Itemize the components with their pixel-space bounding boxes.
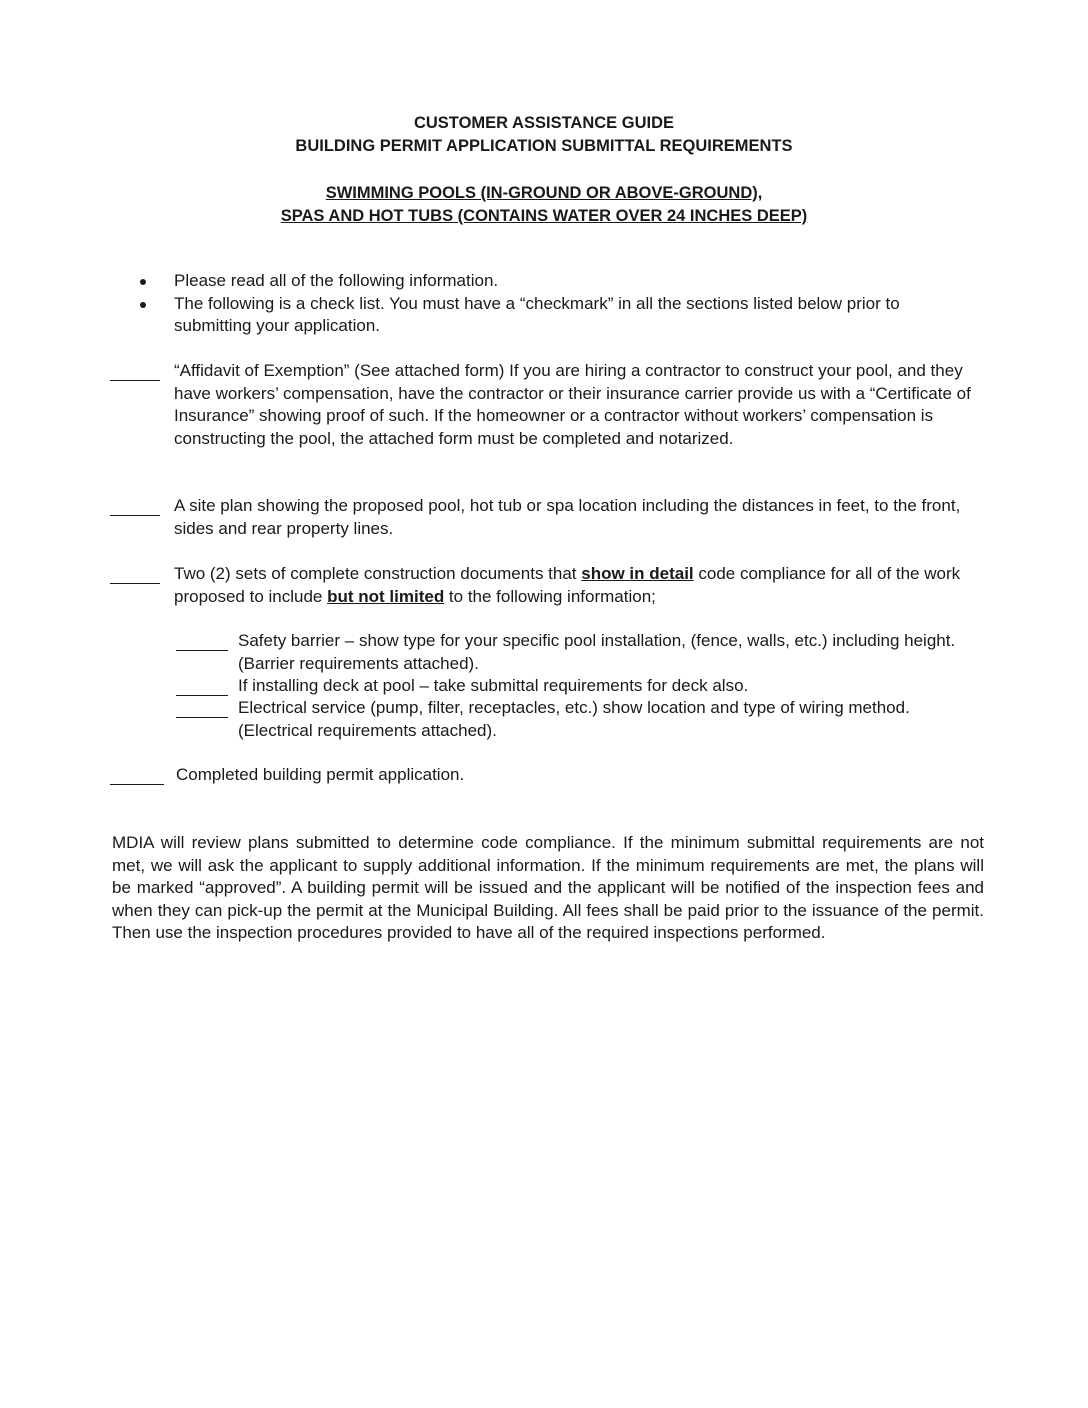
checklist-text: A site plan showing the proposed pool, hot tub or spa location including the distances in feet, to the front, sides and rear property lines. — [174, 496, 961, 538]
checklist-text — [174, 563, 986, 608]
sub-item-text: If installing deck at pool – take submittal requirements for deck also. — [238, 676, 749, 695]
checkmark-blank[interactable] — [110, 380, 160, 381]
documents-text-part3: to the following information; — [444, 586, 656, 606]
checkmark-blank[interactable] — [110, 583, 160, 584]
documents-text-part2: code compliance for all of the work proposed to include — [174, 564, 961, 606]
checklist-text: Completed building permit application. — [176, 765, 465, 784]
instruction-item — [140, 293, 980, 338]
checkmark-blank[interactable] — [176, 650, 228, 651]
bullet-icon — [140, 279, 146, 285]
guide-title: CUSTOMER ASSISTANCE GUIDE — [413, 114, 675, 132]
section-title-line1: SWIMMING POOLS (IN-GROUND OR ABOVE-GROUND), — [325, 184, 763, 202]
emphasis-but-not-limited: but not limited — [327, 586, 445, 606]
instruction-text: The following is a check list. You must have a “checkmark” in all the sections listed below prior to submitting your application. — [174, 293, 900, 335]
sub-item-text: Safety barrier – show type for your specific pool installation, (fence, walls, etc.) including height. (Barrier requirements attached). — [238, 631, 956, 673]
checkmark-blank[interactable] — [176, 695, 228, 696]
section-title-line2: SPAS AND HOT TUBS (CONTAINS WATER OVER 24 INCHES DEEP) — [280, 207, 808, 225]
documents-text-part1: Two (2) sets of complete construction documents that — [174, 564, 582, 583]
instruction-text: Please read all of the following information. — [174, 271, 499, 290]
checkmark-blank[interactable] — [176, 717, 228, 718]
closing-paragraph: MDIA will review plans submitted to determine code compliance. If the minimum submittal requirements are not met, we will ask the applicant to supply additional information. If the minimum requirements are met, the plans will be marked “approved”. A building permit will be issued and the applicant will be notified of the inspection fees and when they can pick-up the permit at the Municipal Building. All fees shall be paid prior to the issuance of the permit. Then use the inspection procedures provided to have all of the required inspections performed. — [112, 833, 984, 942]
checklist-text: “Affidavit of Exemption” (See attached form) If you are hiring a contractor to construct your pool, and they have workers’ compensation, have the contractor or their insurance carrier provide us with a “Certificate of Insurance” showing proof of such. If the homeowner or a contractor without workers’ compensation is constructing the pool, the attached form must be completed and notarized. — [174, 361, 971, 448]
guide-subtitle: BUILDING PERMIT APPLICATION SUBMITTAL REQUIREMENTS — [295, 137, 793, 155]
instruction-item — [140, 270, 980, 293]
instructions-list — [140, 270, 980, 338]
checkmark-blank[interactable] — [110, 515, 160, 516]
sub-item-text: Electrical service (pump, filter, receptacles, etc.) show location and type of wiring method. (Electrical requirements attached). — [238, 698, 910, 740]
emphasis-show-in-detail: show in detail — [581, 564, 694, 583]
checkmark-blank[interactable] — [110, 784, 164, 785]
bullet-icon — [140, 302, 146, 308]
